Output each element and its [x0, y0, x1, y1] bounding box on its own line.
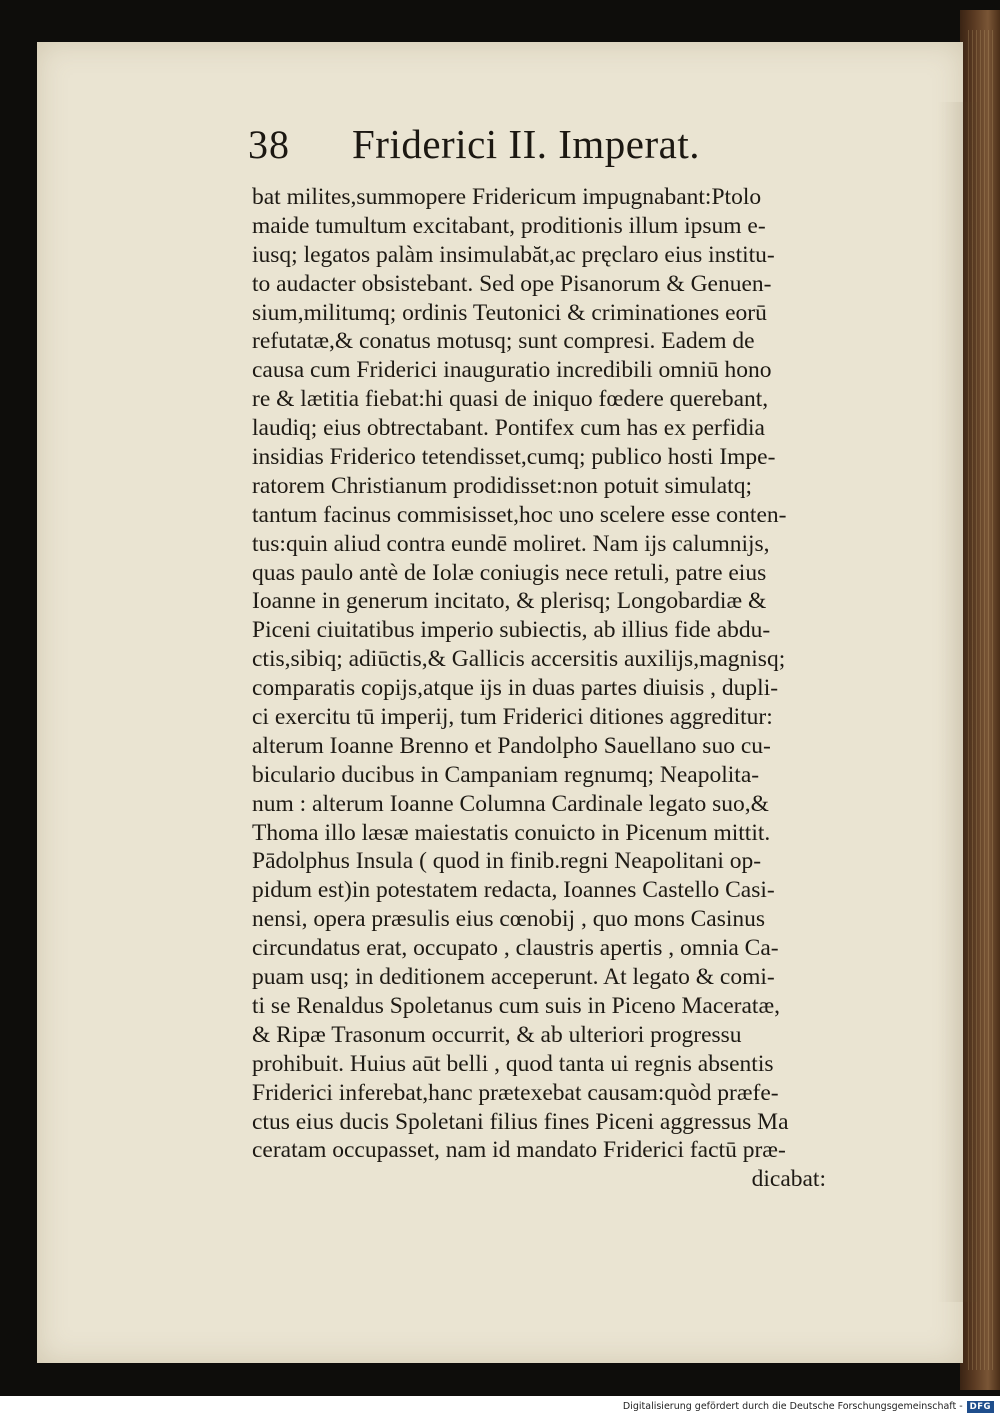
text-line: re & lætitia fiebat:hi quasi de iniquo fœdere querebant,: [252, 386, 769, 413]
text-line: alterum Ioanne Brenno et Pandolpho Sauellano suo cu-: [252, 732, 771, 759]
text-line: sium,militumq; ordinis Teutonici & criminationes eorū: [252, 299, 767, 326]
page-shadow: [937, 102, 977, 1302]
text-line: biculario ducibus in Campaniam regnumq; Neapolita-: [252, 761, 760, 788]
text-line: ctis,sibiq; adiūctis,& Gallicis accersitis auxilijs,magnisq;: [252, 646, 786, 673]
footer-credit: Digitalisierung gefördert durch die Deutsche Forschungsgemeinschaft -: [622, 1401, 963, 1412]
text-line: iusq; legatos palàm insimulabăt,ac pręclaro eius institu-: [252, 241, 775, 268]
text-line: nensi, opera præsulis eius cœnobij , quo mons Casinus: [252, 906, 766, 933]
text-line: Friderici inferebat,hanc prætexebat causam:quòd præfe-: [252, 1079, 779, 1106]
text-line: causa cum Friderici inauguratio incredibili omniū hono: [252, 357, 772, 384]
running-head-title: Friderici II. Imperat.: [352, 121, 700, 167]
dfg-logo: DFG: [967, 1401, 994, 1413]
text-line: to audacter obsistebant. Sed ope Pisanorum & Genuen-: [252, 270, 772, 297]
text-line: tantum facinus commisisset,hoc uno scelere esse conten-: [252, 501, 787, 528]
text-line: ratorem Christianum prodidisset:non potuit simulatq;: [252, 472, 752, 499]
page-number: 38: [248, 122, 290, 167]
text-line: ti se Renaldus Spoletanus cum suis in Piceno Maceratæ,: [252, 992, 781, 1019]
running-head: [248, 120, 808, 180]
text-line: refutatæ,& conatus motusq; sunt compresi. Eadem de: [252, 328, 755, 355]
footer-bar: [0, 1396, 1000, 1417]
catchword: dicabat:: [751, 1166, 826, 1193]
text-line: Piceni ciuitatibus imperio subiectis, ab illius fide abdu-: [252, 617, 771, 644]
text-line: & Ripæ Trasonum occurrit, & ab ulteriori progressu: [252, 1021, 742, 1048]
text-line: tus:quin aliud contra eundē moliret. Nam ijs calumnijs,: [252, 530, 770, 557]
text-line: circundatus erat, occupato , claustris apertis , omnia Ca-: [252, 935, 779, 962]
text-body: [252, 183, 892, 1194]
text-line: insidias Friderico tetendisset,cumq; publico hosti Impe-: [252, 444, 776, 471]
text-line: Pādolphus Insula ( quod in finib.regni Neapolitani op-: [252, 848, 762, 875]
text-line: Thoma illo læsæ maiestatis conuicto in Picenum mittit.: [252, 819, 771, 846]
text-line: Ioanne in generum incitato, & plerisq; Longobardiæ &: [252, 588, 767, 615]
text-line: ci exercitu tū imperij, tum Friderici ditiones aggreditur:: [252, 704, 773, 731]
text-line: puam usq; in deditionem acceperunt. At legato & comi-: [252, 964, 775, 991]
text-line: quas paulo antè de Iolæ coniugis nece retuli, patre eius: [252, 559, 767, 586]
text-line: ceratam occupasset, nam id mandato Friderici factū præ-: [252, 1137, 786, 1164]
text-line: maide tumultum excitabant, proditionis illum ipsum e-: [252, 212, 766, 239]
text-line: ctus eius ducis Spoletani filius fines Piceni aggressus Ma: [252, 1108, 789, 1135]
text-line: pidum est)in potestatem redacta, Ioannes Castello Casi-: [252, 877, 775, 904]
text-line: bat milites,summopere Fridericum impugnabant:Ptolo: [252, 184, 762, 210]
text-line: num : alterum Ioanne Columna Cardinale legato suo,&: [252, 790, 769, 817]
text-line: prohibuit. Huius aūt belli , quod tanta ui regnis absentis: [252, 1050, 774, 1077]
text-line: laudiq; eius obtrectabant. Pontifex cum has ex perfidia: [252, 415, 765, 442]
text-line: comparatis copijs,atque ijs in duas partes diuisis , dupli-: [252, 675, 779, 702]
